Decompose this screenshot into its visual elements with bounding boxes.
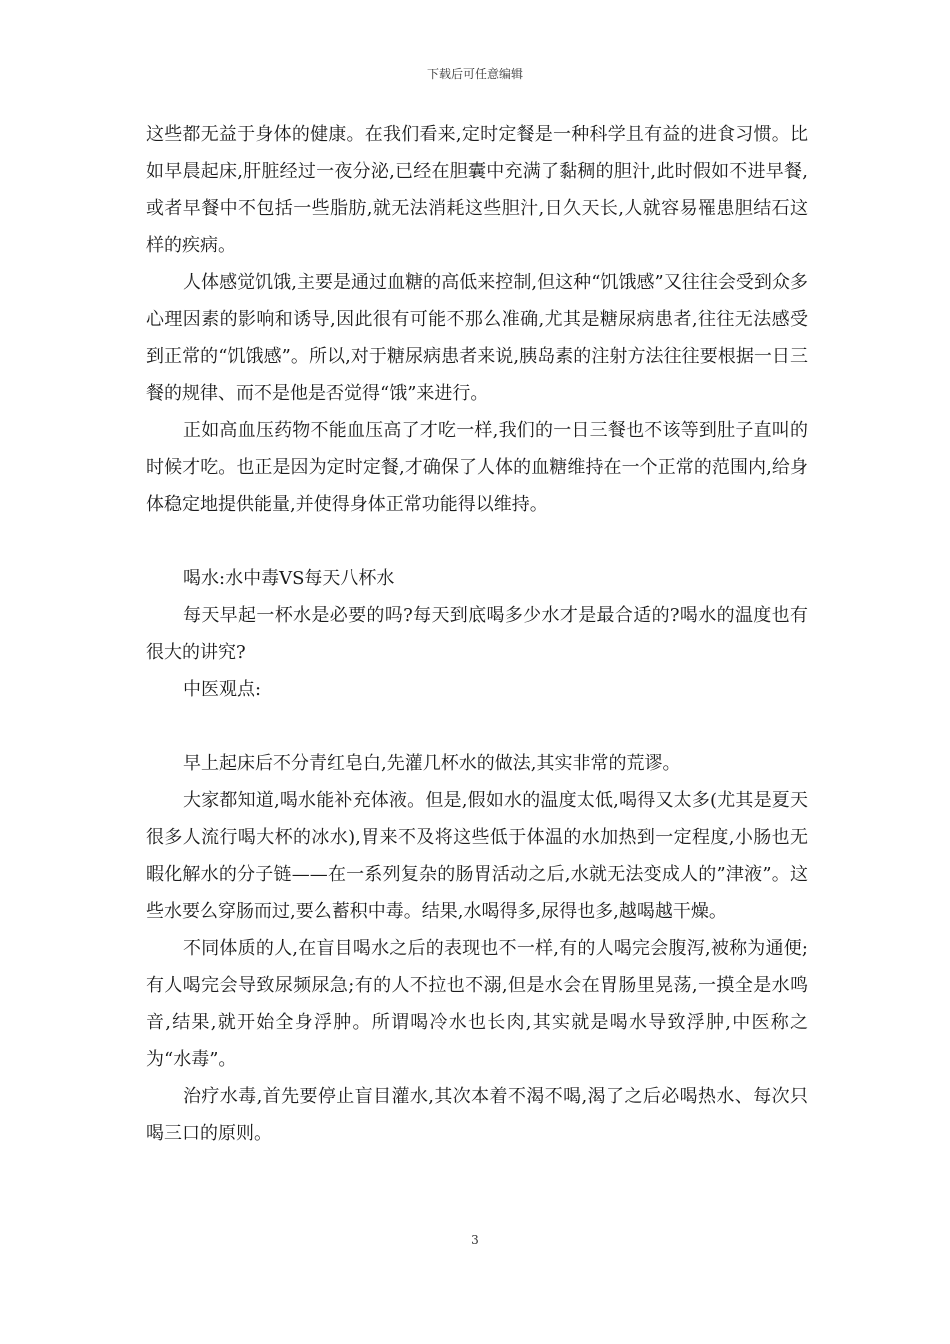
- document-body: [146, 116, 808, 1152]
- paragraph-continuation: 这些都无益于身体的健康。在我们看来,定时定餐是一种科学且有益的进食习惯。比如早晨起床,肝脏经过一夜分泌,已经在胆囊中充满了黏稠的胆汁,此时假如不进早餐,或者早餐中不包括一些脂肪,就无法消耗这些胆汁,日久天长,人就容易罹患胆结石这样的疾病。: [146, 124, 808, 256]
- paragraph-morning-water: 早上起床后不分青红皂白,先灌几杯水的做法,其实非常的荒谬。: [183, 753, 681, 774]
- paragraph-regular-meals: 正如高血压药物不能血压高了才吃一样,我们的一日三餐也不该等到肚子直叫的时候才吃。也正是因为定时定餐,才确保了人体的血糖维持在一个正常的范围内,给身体稳定地提供能量,并使得身体正常功能得以维持。: [146, 420, 808, 515]
- paragraph-body-fluid: 大家都知道,喝水能补充体液。但是,假如水的温度太低,喝得又太多(尤其是夏天很多人流行喝大杯的冰水),胃来不及将这些低于体温的水加热到一定程度,小肠也无暇化解水的分子链——在一系列复杂的肠胃活动之后,水就无法变成人的”津液”。这些水要么穿肠而过,要么蓄积中毒。结果,水喝得多,尿得也多,越喝越干燥。: [146, 790, 808, 922]
- paragraph-constitution: 不同体质的人,在盲目喝水之后的表现也不一样,有的人喝完会腹泻,被称为通便;有人喝完会导致尿频尿急;有的人不拉也不溺,但是水会在胃肠里晃荡,一摸全是水鸣音,结果,就开始全身浮肿。所谓喝冷水也长肉,其实就是喝水导致浮肿,中医称之为“水毒”。: [146, 938, 808, 1070]
- paragraph-treatment: 治疗水毒,首先要停止盲目灌水,其次本着不渴不喝,渴了之后必喝热水、每次只喝三口的原则。: [146, 1086, 808, 1144]
- paragraph-questions: 每天早起一杯水是必要的吗?每天到底喝多少水才是最合适的?喝水的温度也有很大的讲究?: [146, 605, 808, 663]
- section-heading-drinking-water: 喝水:水中毒VS每天八杯水: [183, 568, 395, 589]
- paragraph-gap: [146, 708, 808, 745]
- page-number: 3: [471, 1233, 479, 1247]
- page-header: 下载后可任意编辑: [426, 67, 523, 81]
- paragraph-hunger: 人体感觉饥饿,主要是通过血糖的高低来控制,但这种“饥饿感”又往往会受到众多心理因素的影响和诱导,因此很有可能不那么准确,尤其是糖尿病患者,往往无法感受到正常的“饥饿感”。所以,对于糖尿病患者来说,胰岛素的注射方法往往要根据一日三餐的规律、而不是他是否觉得“饿”来进行。: [146, 272, 808, 404]
- paragraph-gap: [146, 523, 808, 560]
- subheading-tcm-view: 中医观点:: [183, 679, 262, 700]
